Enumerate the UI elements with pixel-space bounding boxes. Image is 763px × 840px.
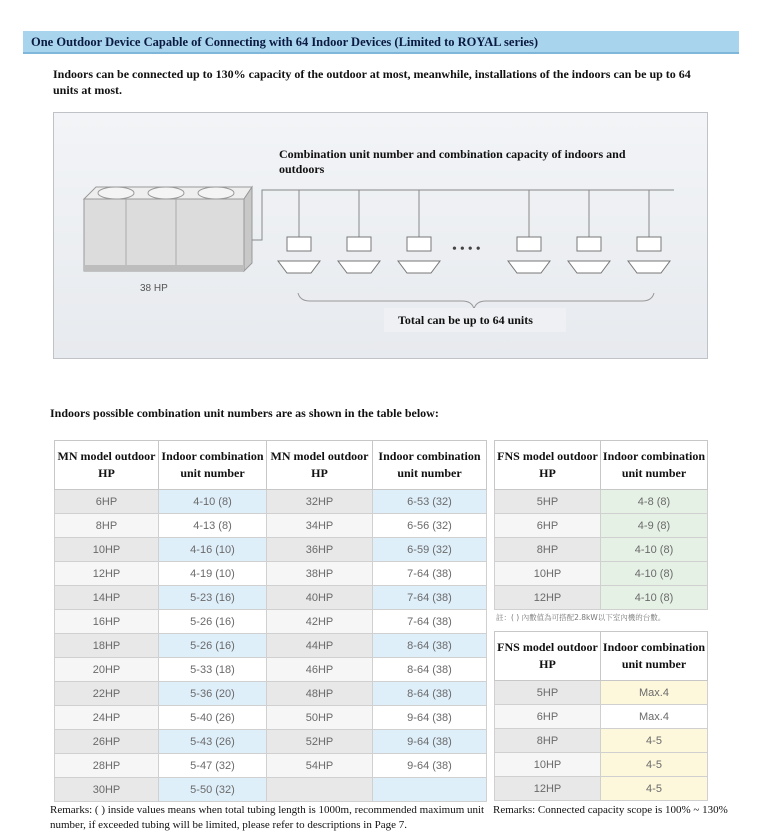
unit-number-cell: 6-59 (32) [373,538,487,562]
unit-number-cell: 4-5 [601,753,708,777]
unit-number-cell: 6-56 (32) [373,514,487,538]
unit-number-cell [373,778,487,802]
hp-cell: 34HP [267,514,373,538]
table-row [55,754,487,778]
column-header: MN model outdoor HP [267,441,373,490]
table-row [495,681,708,705]
unit-number-cell: 8-64 (38) [373,682,487,706]
unit-number-cell: 4-19 (10) [159,562,267,586]
remarks-left: Remarks: ( ) inside values means when total tubing length is 1000m, recommended maximum unit number, if exceeded tubing will be limited, please refer to descriptions in Page 7. [50,804,485,831]
hp-cell: 52HP [267,730,373,754]
hp-cell: 18HP [55,634,159,658]
table-row [55,610,487,634]
hp-cell: 6HP [55,490,159,514]
connection-diagram [53,112,708,359]
unit-number-cell: 6-53 (32) [373,490,487,514]
hp-cell: 10HP [55,538,159,562]
unit-number-cell: 7-64 (38) [373,562,487,586]
section-title-bar: One Outdoor Device Capable of Connecting with 64 Indoor Devices (Limited to ROYAL series) [23,31,739,54]
table-row [55,634,487,658]
indoor-unit-icon [398,237,440,273]
indoor-unit-icon [278,237,320,273]
group-bracket [298,293,654,309]
column-header: Indoor combination unit number [601,441,708,490]
hp-cell: 6HP [495,514,601,538]
hp-cell: 5HP [495,681,601,705]
hp-cell: 30HP [55,778,159,802]
indoor-unit-icon [338,237,380,273]
hp-cell: 10HP [495,753,601,777]
unit-number-cell: Max.4 [601,681,708,705]
unit-number-cell: 4-16 (10) [159,538,267,562]
unit-number-cell: 8-64 (38) [373,634,487,658]
hp-cell: 54HP [267,754,373,778]
hp-cell: 22HP [55,682,159,706]
indoor-unit-icon [568,237,610,273]
hp-cell: 12HP [495,777,601,801]
hp-cell: 38HP [267,562,373,586]
unit-number-cell: 5-33 (18) [159,658,267,682]
table-row [55,586,487,610]
mn-combination-table [54,440,487,802]
outdoor-hp-label: 38 HP [140,283,168,294]
table-row [55,706,487,730]
hp-cell: 20HP [55,658,159,682]
fns-footnote: 註：( ) 內數值為可搭配2.8kW以下室內機的台數。 [496,613,666,622]
table-row [495,490,708,514]
indoor-unit-icon [508,237,550,273]
unit-number-cell: 4-10 (8) [159,490,267,514]
table-row [55,778,487,802]
unit-number-cell: 5-23 (16) [159,586,267,610]
unit-number-cell: 9-64 (38) [373,754,487,778]
unit-number-cell: 5-26 (16) [159,634,267,658]
unit-number-cell: 5-26 (16) [159,610,267,634]
indoor-unit-icon [628,237,670,273]
hp-cell: 6HP [495,705,601,729]
column-header: MN model outdoor HP [55,441,159,490]
hp-cell: 12HP [55,562,159,586]
hp-cell: 24HP [55,706,159,730]
column-header: Indoor combination unit number [159,441,267,490]
table-row [55,730,487,754]
hp-cell: 8HP [495,729,601,753]
column-header: FNS model outdoor HP [495,632,601,681]
table-row [495,705,708,729]
unit-number-cell: 4-10 (8) [601,538,708,562]
table-row [55,514,487,538]
table-row [55,490,487,514]
hp-cell: 8HP [495,538,601,562]
column-header: FNS model outdoor HP [495,441,601,490]
unit-number-cell: 9-64 (38) [373,730,487,754]
fns-combination-table [494,440,708,610]
hp-cell: 48HP [267,682,373,706]
ellipsis-dots: •••• [452,242,484,257]
unit-number-cell: 8-64 (38) [373,658,487,682]
hp-cell: 44HP [267,634,373,658]
unit-number-cell: 4-5 [601,777,708,801]
hp-cell: 10HP [495,562,601,586]
unit-number-cell: 7-64 (38) [373,586,487,610]
hp-cell: 50HP [267,706,373,730]
column-header: Indoor combination unit number [373,441,487,490]
hp-cell: 26HP [55,730,159,754]
fns-max-table [494,631,708,801]
hp-cell: 5HP [495,490,601,514]
table-row [495,586,708,610]
table-row [55,658,487,682]
hp-cell: 14HP [55,586,159,610]
unit-number-cell: 9-64 (38) [373,706,487,730]
unit-number-cell: 5-36 (20) [159,682,267,706]
hp-cell: 46HP [267,658,373,682]
hp-cell: 40HP [267,586,373,610]
unit-number-cell: 5-40 (26) [159,706,267,730]
hp-cell: 42HP [267,610,373,634]
table-row [495,777,708,801]
unit-number-cell: 5-43 (26) [159,730,267,754]
column-header: Indoor combination unit number [601,632,708,681]
unit-number-cell: 4-8 (8) [601,490,708,514]
hp-cell: 32HP [267,490,373,514]
outdoor-unit-icon [84,187,252,271]
unit-number-cell: Max.4 [601,705,708,729]
unit-number-cell: 4-10 (8) [601,562,708,586]
unit-number-cell: 5-47 (32) [159,754,267,778]
unit-number-cell: 5-50 (32) [159,778,267,802]
table-row [495,753,708,777]
table-row [55,538,487,562]
table-row [55,682,487,706]
remarks-right: Remarks: Connected capacity scope is 100% ~ 130% [493,804,728,816]
table-row [55,562,487,586]
hp-cell [267,778,373,802]
hp-cell: 28HP [55,754,159,778]
table-row [495,729,708,753]
intro-paragraph: Indoors can be connected up to 130% capacity of the outdoor at most, meanwhile, installations of the indoors can be up to 64 units at most. [53,67,691,97]
hp-cell: 8HP [55,514,159,538]
pipe-lines [252,190,674,240]
hp-cell: 36HP [267,538,373,562]
unit-number-cell: 4-10 (8) [601,586,708,610]
table-row [495,562,708,586]
hp-cell: 12HP [495,586,601,610]
unit-number-cell: 4-5 [601,729,708,753]
diagram-title: Combination unit number and combination capacity of indoors and outdoors [279,147,626,176]
unit-number-cell: 4-13 (8) [159,514,267,538]
total-units-label: Total can be up to 64 units [384,308,566,332]
table-heading: Indoors possible combination unit numbers are as shown in the table below: [50,406,439,420]
hp-cell: 16HP [55,610,159,634]
unit-number-cell: 7-64 (38) [373,610,487,634]
unit-number-cell: 4-9 (8) [601,514,708,538]
table-row [495,514,708,538]
table-row [495,538,708,562]
